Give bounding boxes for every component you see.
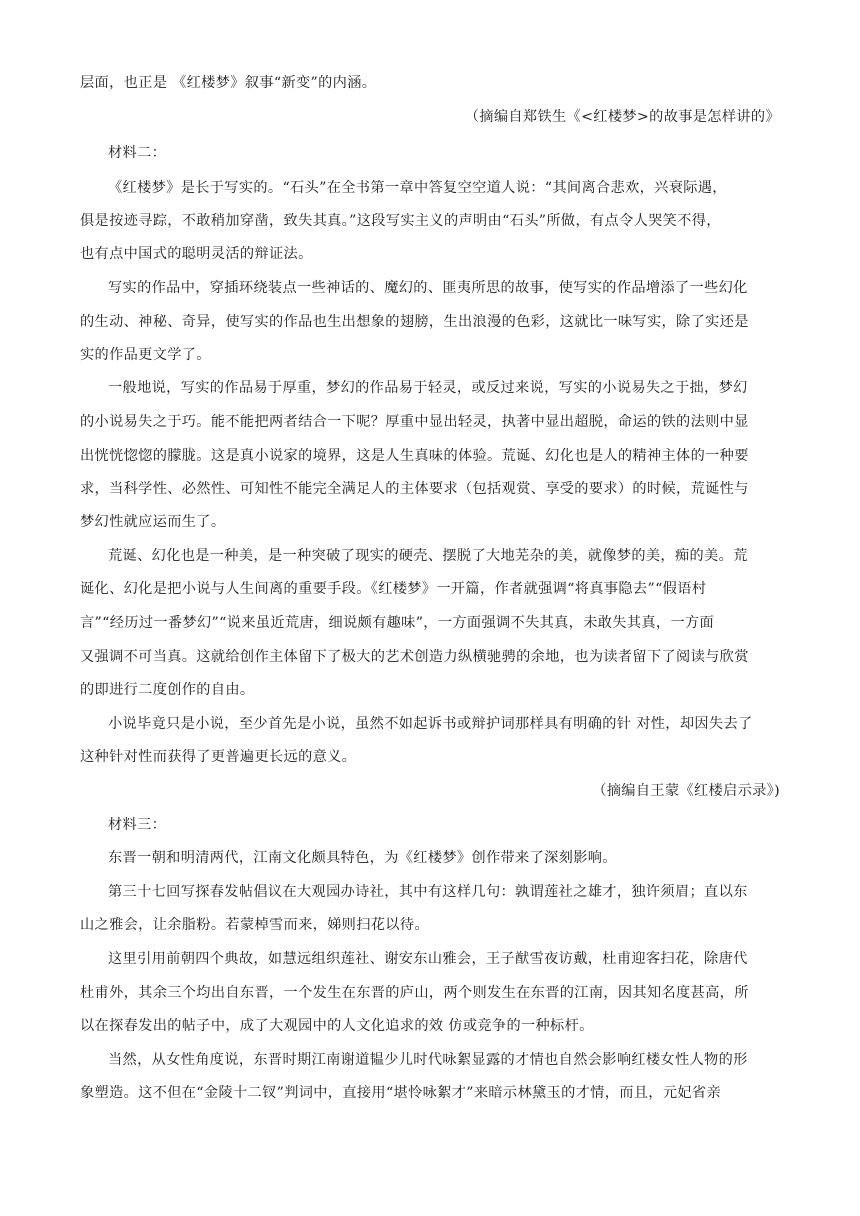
text-line: 象塑造。这不但在“金陵十二钗”判词中，直接用“堪怜咏絮才”来暗示林黛玉的才情，而且，元妃省亲 [80, 1085, 721, 1101]
text-line: 山之雅会，让余脂粉。若蒙棹雪而来，娣则扫花以待。 [80, 917, 429, 933]
text-line: 也有点中国式的聪明灵活的辩证法。 [80, 246, 313, 262]
source-citation: （摘编自王蒙《红楼启示录》) [592, 783, 780, 799]
text-line: 梦幻性就应运而生了。 [80, 514, 226, 530]
section-heading: 材料二： [108, 145, 167, 161]
text-line: 一般地说，写实的作品易于厚重，梦幻的作品易于轻灵，或反过来说，写实的小说易失之于拙，梦幻 [108, 380, 748, 396]
text-line: 实的作品更文学了。 [80, 347, 211, 363]
text-line: 写实的作品中，穿插环绕装点一些神话的、魔幻的、匪夷所思的故事，使写实的作品增添了一些幻化 [108, 280, 748, 296]
text-line: 杜甫外，其余三个均出自东晋，一个发生在东晋的庐山，两个则发生在东晋的江南，因其知名度甚高，所 [80, 985, 749, 1001]
text-line: 《红楼梦》是长于写实的。“石头”在全书第一章中答复空空道人说：“其间离合悲欢，兴衰际遇， [108, 180, 727, 196]
text-line: 出恍恍惚惚的朦胧。这是真小说家的境界，这是人生真味的体验。荒诞、幻化也是人的精神主体的一种要 [80, 448, 749, 464]
text-line: 层面，也正是 《红楼梦》叙事“新变”的内涵。 [80, 75, 377, 91]
text-line: 小说毕竟只是小说，至少首先是小说，虽然不如起诉书或辩护词那样具有明确的针 对性，却因失去了 [108, 716, 753, 732]
text-line: 诞化、幻化是把小说与人生间离的重要手段。《红楼梦》一开篇，作者就强调“将真事隐去”“假语村 [80, 581, 707, 597]
source-citation: （摘编自郑铁生《<红楼梦>的故事是怎样讲的》 [464, 109, 780, 125]
text-line: 这里引用前朝四个典故，如慧远组织莲社、谢安东山雅会，王子猷雪夜访戴，杜甫迎客扫花，除唐代 [108, 951, 748, 967]
text-line: 第三十七回写探春发帖倡议在大观园办诗社，其中有这样几句：孰谓莲社之雄才，独许须眉；直以东 [108, 884, 748, 900]
text-line: 东晋一朝和明清两代，江南文化颇具特色，为《红楼梦》创作带来了深刻影响。 [108, 850, 617, 866]
text-line: 荒诞、幻化也是一种美，是一种突破了现实的硬壳、摆脱了大地芜杂的美，就像梦的美，痴的美。荒 [108, 548, 748, 564]
text-line: 又强调不可当真。这就给创作主体留下了极大的艺术创造力纵横驰骋的余地，也为读者留下了阅读与欣赏 [80, 649, 749, 665]
section-heading: 材料三： [108, 817, 167, 833]
text-line: 求，当科学性、必然性、可知性不能完全满足人的主体要求（包括观赏、享受的要求）的时候，荒诞性与 [80, 481, 749, 497]
text-line: 的即进行二度创作的自由。 [80, 682, 255, 698]
text-line: 言”“经历过一番梦幻”“说来虽近荒唐，细说颇有趣味”，一方面强调不失其真，未敢失其真，一方面 [80, 615, 715, 631]
text-line: 的生动、神秘、奇异，使写实的作品也生出想象的翅膀，生出浪漫的色彩，这就比一味写实，除了实还是 [80, 314, 749, 330]
text-line: 以在探春发出的帖子中，成了大观园中的人文化追求的效 仿或竞争的一种标杆。 [80, 1018, 594, 1034]
text-line: 俱是按迹寻踪，不敢稍加穿凿，致失其真。”这段写实主义的声明由“石头”所做，有点令人哭笑不得， [80, 213, 721, 229]
text-line: 当然，从女性角度说，东晋时期江南谢道韫少儿时代咏絮显露的才情也自然会影响红楼女性人物的形 [108, 1052, 748, 1068]
text-line: 的小说易失之于巧。能不能把两者结合一下呢？厚重中显出轻灵，执著中显出超脱，命运的铁的法则中显 [80, 414, 749, 430]
text-line: 这种针对性而获得了更普遍更长远的意义。 [80, 749, 357, 765]
